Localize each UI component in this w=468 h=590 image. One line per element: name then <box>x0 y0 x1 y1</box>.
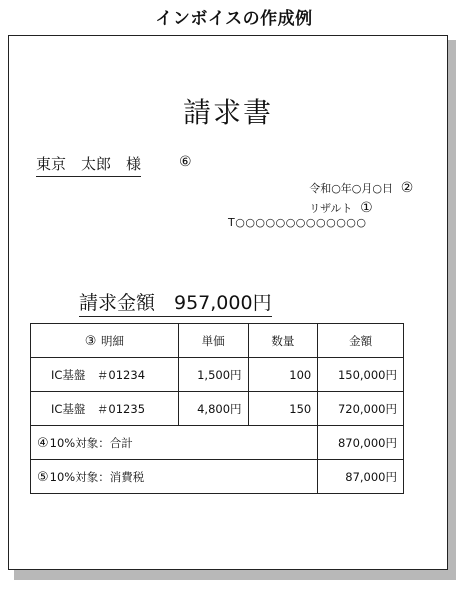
issuer-block <box>309 178 415 218</box>
recipient-marker: ⑥ <box>179 154 192 170</box>
subtotal-label-cell <box>31 426 318 460</box>
subtotal-marker: ④ <box>37 435 49 451</box>
registration-number: T○○○○○○○○○○○○○ <box>228 216 367 229</box>
subtotal-amount: 870,000円 <box>318 426 404 460</box>
row-amount: 150,000円 <box>318 358 404 392</box>
header-item-label: 明細 <box>101 333 125 348</box>
row-amount: 720,000円 <box>318 392 404 426</box>
tax-label: 10%対象：消費税 <box>49 469 145 484</box>
subtotal-row <box>31 426 404 460</box>
line-items-table <box>30 323 404 494</box>
recipient-name: 東京 太郎 様 <box>36 153 141 177</box>
tax-label-cell <box>31 460 318 494</box>
row-quantity: 100 <box>248 358 318 392</box>
table-row <box>31 392 404 426</box>
row-item: IC基盤 ＃01234 <box>31 358 179 392</box>
row-unit-price: 1,500円 <box>178 358 248 392</box>
row-item: IC基盤 ＃01235 <box>31 392 179 426</box>
invoice-title: 請求書 <box>182 96 273 129</box>
tax-row <box>31 460 404 494</box>
issue-date-row <box>309 178 415 198</box>
row-unit-price: 4,800円 <box>178 392 248 426</box>
invoice-document <box>8 35 448 570</box>
tax-amount: 87,000円 <box>318 460 404 494</box>
issue-date: 令和○年○月○日 <box>309 182 393 195</box>
header-amount: 金額 <box>318 324 404 358</box>
header-item-marker: ③ <box>84 333 97 349</box>
total-amount: 請求金額 957,000円 <box>79 288 272 317</box>
header-item <box>31 324 179 358</box>
table-header-row <box>31 324 404 358</box>
table-row <box>31 358 404 392</box>
issuer-name: リザルト <box>309 202 353 215</box>
tax-marker: ⑤ <box>37 469 49 485</box>
issuer-name-row <box>309 198 415 218</box>
header-unit-price: 単価 <box>178 324 248 358</box>
header-quantity: 数量 <box>248 324 318 358</box>
subtotal-label: 10%対象：合計 <box>49 435 133 450</box>
issuer-name-marker: ① <box>360 200 373 216</box>
issue-date-marker: ② <box>400 180 414 196</box>
page-heading: インボイスの作成例 <box>155 9 313 29</box>
row-quantity: 150 <box>248 392 318 426</box>
